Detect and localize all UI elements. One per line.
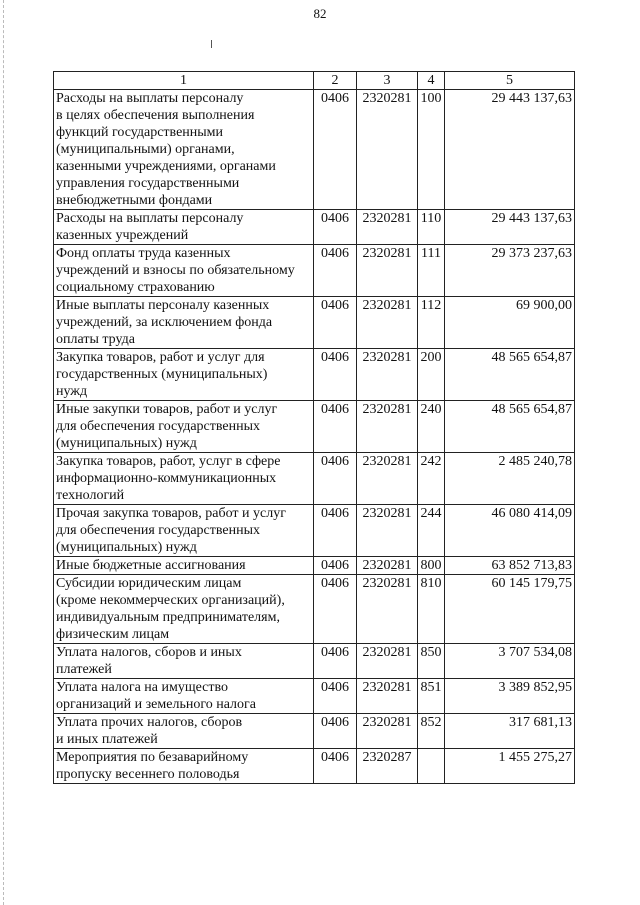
row-type-cell: 200	[418, 349, 445, 401]
row-article-cell: 2320281	[357, 575, 418, 644]
page-number: 82	[313, 6, 327, 21]
row-amount-cell: 48 565 654,87	[445, 401, 575, 453]
row-section-cell: 0406	[314, 401, 357, 453]
row-amount-cell: 46 080 414,09	[445, 505, 575, 557]
table-row	[54, 349, 575, 401]
table-row	[54, 90, 575, 210]
table-row	[54, 679, 575, 714]
row-section-cell: 0406	[314, 349, 357, 401]
row-section-cell: 0406	[314, 714, 357, 749]
row-amount-cell: 29 373 237,63	[445, 245, 575, 297]
row-amount-cell: 1 455 275,27	[445, 749, 575, 784]
row-article-cell: 2320281	[357, 557, 418, 575]
row-article-cell: 2320281	[357, 245, 418, 297]
table-row	[54, 245, 575, 297]
table-row	[54, 401, 575, 453]
row-name-cell: Субсидии юридическим лицам (кроме некоммерческих организаций), индивидуальным предпринимателям, физическим лицам	[54, 575, 314, 644]
budget-table	[53, 71, 575, 784]
table-row	[54, 297, 575, 349]
row-type-cell: 244	[418, 505, 445, 557]
row-name-cell: Иные закупки товаров, работ и услуг для обеспечения государственных (муниципальных) нужд	[54, 401, 314, 453]
row-section-cell: 0406	[314, 679, 357, 714]
table-row	[54, 575, 575, 644]
table-row	[54, 210, 575, 245]
row-amount-cell: 48 565 654,87	[445, 349, 575, 401]
row-type-cell: 242	[418, 453, 445, 505]
row-name-cell: Расходы на выплаты персоналу в целях обеспечения выполнения функций государственными (муниципальными) органами, казенными учреждениями, органами управления государственными внебюджетными фондами	[54, 90, 314, 210]
row-article-cell: 2320281	[357, 401, 418, 453]
row-amount-cell: 69 900,00	[445, 297, 575, 349]
row-name-cell: Расходы на выплаты персоналу казенных учреждений	[54, 210, 314, 245]
row-article-cell: 2320281	[357, 679, 418, 714]
table-header-row	[54, 72, 575, 90]
row-amount-cell: 2 485 240,78	[445, 453, 575, 505]
column-header-type: 4	[418, 72, 445, 90]
row-name-cell: Уплата налога на имущество организаций и земельного налога	[54, 679, 314, 714]
row-amount-cell: 29 443 137,63	[445, 90, 575, 210]
row-article-cell: 2320281	[357, 210, 418, 245]
scan-edge-line	[3, 0, 5, 905]
row-amount-cell: 3 707 534,08	[445, 644, 575, 679]
row-type-cell: 112	[418, 297, 445, 349]
table-row	[54, 749, 575, 784]
row-article-cell: 2320287	[357, 749, 418, 784]
row-section-cell: 0406	[314, 453, 357, 505]
row-type-cell: 810	[418, 575, 445, 644]
row-amount-cell: 317 681,13	[445, 714, 575, 749]
table-row	[54, 644, 575, 679]
column-header-article: 3	[357, 72, 418, 90]
row-type-cell: 850	[418, 644, 445, 679]
row-name-cell: Уплата прочих налогов, сборов и иных платежей	[54, 714, 314, 749]
row-article-cell: 2320281	[357, 714, 418, 749]
table-row	[54, 714, 575, 749]
row-article-cell: 2320281	[357, 505, 418, 557]
row-section-cell: 0406	[314, 90, 357, 210]
row-name-cell: Мероприятия по безаварийному пропуску весеннего половодья	[54, 749, 314, 784]
row-name-cell: Уплата налогов, сборов и иных платежей	[54, 644, 314, 679]
row-amount-cell: 60 145 179,75	[445, 575, 575, 644]
row-amount-cell: 63 852 713,83	[445, 557, 575, 575]
row-type-cell	[418, 749, 445, 784]
row-section-cell: 0406	[314, 297, 357, 349]
row-article-cell: 2320281	[357, 297, 418, 349]
row-type-cell: 110	[418, 210, 445, 245]
row-type-cell: 800	[418, 557, 445, 575]
row-section-cell: 0406	[314, 505, 357, 557]
row-article-cell: 2320281	[357, 90, 418, 210]
row-section-cell: 0406	[314, 749, 357, 784]
row-amount-cell: 3 389 852,95	[445, 679, 575, 714]
row-type-cell: 852	[418, 714, 445, 749]
row-name-cell: Прочая закупка товаров, работ и услуг для обеспечения государственных (муниципальных) нужд	[54, 505, 314, 557]
table-row	[54, 505, 575, 557]
column-header-name: 1	[54, 72, 314, 90]
row-section-cell: 0406	[314, 557, 357, 575]
row-article-cell: 2320281	[357, 644, 418, 679]
row-name-cell: Иные бюджетные ассигнования	[54, 557, 314, 575]
row-section-cell: 0406	[314, 644, 357, 679]
row-type-cell: 851	[418, 679, 445, 714]
row-type-cell: 111	[418, 245, 445, 297]
row-type-cell: 240	[418, 401, 445, 453]
row-type-cell: 100	[418, 90, 445, 210]
table-row	[54, 557, 575, 575]
budget-table-body	[54, 72, 575, 784]
row-amount-cell: 29 443 137,63	[445, 210, 575, 245]
row-section-cell: 0406	[314, 575, 357, 644]
row-section-cell: 0406	[314, 245, 357, 297]
row-name-cell: Закупка товаров, работ, услуг в сфере информационно-коммуникационных технологий	[54, 453, 314, 505]
column-header-amount: 5	[445, 72, 575, 90]
row-name-cell: Закупка товаров, работ и услуг для государственных (муниципальных) нужд	[54, 349, 314, 401]
row-section-cell: 0406	[314, 210, 357, 245]
column-header-section: 2	[314, 72, 357, 90]
row-name-cell: Фонд оплаты труда казенных учреждений и взносы по обязательному социальному страхованию	[54, 245, 314, 297]
row-article-cell: 2320281	[357, 349, 418, 401]
row-name-cell: Иные выплаты персоналу казенных учреждений, за исключением фонда оплаты труда	[54, 297, 314, 349]
scan-mark	[211, 40, 212, 48]
row-article-cell: 2320281	[357, 453, 418, 505]
table-row	[54, 453, 575, 505]
